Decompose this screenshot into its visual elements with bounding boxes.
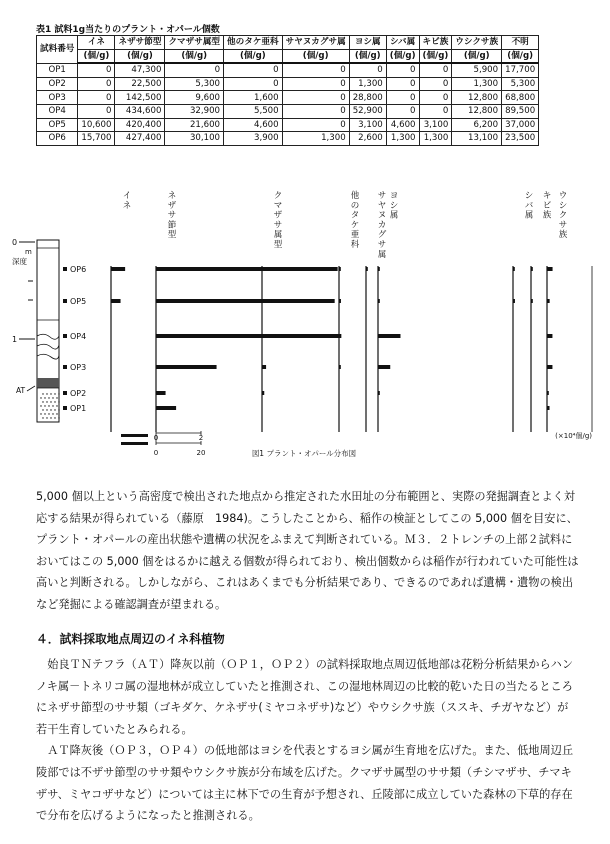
strata-dot [50,401,51,402]
text-line: 5,000 個以上という高密度で検出された地点から推定された水田址の分布範囲と、実際の発掘調査とよく対 [36,490,576,503]
data-bar [262,299,271,303]
text-line: おいてはこの 5,000 個をはるかに越える個数が得られており、検出個数からは稲作が行われていた可能性は [36,554,579,568]
category-label [351,190,360,250]
count-cell: 0 [386,63,419,77]
sample-id-cell: OP4 [37,104,78,118]
category-label-char: サ [377,191,387,201]
sample-marker [63,299,67,303]
plant-opal-table [36,35,539,146]
count-cell: 0 [165,63,224,77]
category-label-char: ク [273,191,283,201]
strata-dot [50,409,51,410]
count-cell: 0 [78,77,115,91]
category-label-char: ヌ [377,210,387,221]
count-cell: 0 [419,104,452,118]
column-header: クマザサ属型 [165,36,224,50]
category-label-char: ヨ [389,191,399,201]
text-line: 若干生育していたとみられる。 [36,722,193,736]
table-row [37,118,539,132]
count-cell: 1,300 [452,77,502,91]
category-label-char: サ [377,240,387,250]
category-label-char: 属 [377,249,387,260]
strata-dot [58,409,59,410]
count-cell: 52,900 [349,104,386,118]
count-cell: 15,700 [78,132,115,146]
category-label-char: 科 [350,240,360,250]
strata-dot [44,397,45,398]
strata-dot [54,417,55,418]
sample-marker [63,406,67,410]
data-bar [339,334,341,338]
sample-marker [63,267,67,271]
category-label-char: グ [377,230,387,241]
category-label [123,191,132,211]
column-header: ウシクサ族 [452,36,502,50]
sample-marker [63,365,67,369]
data-bar [156,406,176,410]
data-bar [513,299,515,303]
strata-dot [48,397,49,398]
column-header: ヨシ属 [349,36,386,50]
data-bar [156,267,338,271]
data-bar [262,334,276,338]
count-cell: 1,300 [282,132,349,146]
column-header: キビ族 [419,36,452,50]
sample-label: OP6 [70,265,87,274]
scale-label: 2 [198,434,204,442]
strata-at-layer [37,378,59,388]
count-cell: 3,100 [419,118,452,132]
data-bar [547,365,552,369]
count-cell: 0 [386,104,419,118]
data-bar [156,365,217,369]
column-header: イネ [78,36,115,50]
category-label-char: 族 [542,210,552,221]
data-bar [531,299,533,303]
strata-dot [52,397,53,398]
category-label [168,191,177,240]
data-bar [262,267,275,271]
count-cell: 5,300 [502,77,539,91]
count-cell: 37,000 [502,118,539,132]
strata-dot [48,413,49,414]
column-unit: (個/g) [419,49,452,63]
strata-dot [56,405,57,406]
strata-dot [40,397,41,398]
count-cell: 23,500 [502,132,539,146]
unit-label: (×10⁴個/g) [555,432,592,440]
category-label-char: ケ [350,220,360,231]
data-bar [378,267,380,271]
column-unit: (個/g) [78,49,115,63]
text-line: 陵部では不ザサ節型のササ類やウシクサ族が分布域を広げた。クマザサ属型のササ類（チシマザサ、チマキ [36,765,572,779]
data-bar [339,299,341,303]
category-label-char: サ [167,210,177,221]
count-cell: 13,100 [452,132,502,146]
column-header: 他のタケ亜科 [224,36,283,50]
category-label-char: ウ [558,191,568,201]
category-label-char: ネ [122,200,132,211]
text-line: で分布を広げるようになったと推測される。 [36,809,260,823]
category-label-char: 属 [524,210,534,221]
column-unit: (個/g) [452,49,502,63]
category-label-char: シ [389,200,399,211]
text-line: ノキ属－トネリコ属の湿地林が成立していたと推測され、この湿地林周辺の比較的乾いた日の当たるところ [36,679,573,693]
count-cell: 142,500 [115,91,165,105]
section-heading: ４．試料採取地点周辺のイネ科植物 [36,632,225,646]
count-cell: 434,600 [115,104,165,118]
column-unit: (個/g) [349,49,386,63]
scale-label: 0 [153,449,159,457]
count-cell: 427,400 [115,132,165,146]
strata-dot [58,393,59,394]
count-cell: 0 [78,104,115,118]
count-cell: 30,100 [165,132,224,146]
strata-dot [46,401,47,402]
strata-dot [42,401,43,402]
strata-dot [40,405,41,406]
category-label-char: イ [122,191,132,201]
count-cell: 17,700 [502,63,539,77]
text-line: 応する結果が得られている（藤原 1984)。こうしたことから、稲作の検証としてこの 5,000 個を目安に、 [36,511,578,525]
sample-marker [63,334,67,338]
category-label-char: の [350,200,360,211]
category-label-char: 属 [273,230,283,241]
scale-label: 20 [196,449,206,457]
text-line: など発掘による確認調査が望まれる。 [36,597,227,611]
count-cell: 3,900 [224,132,283,146]
count-cell: 1,300 [386,132,419,146]
count-cell: 1,300 [419,132,452,146]
strata-at-label: AT [16,386,26,395]
depth-unit-label: m [25,248,32,256]
count-cell: 0 [224,63,283,77]
strata-dot [44,413,45,414]
strata-dot [46,417,47,418]
count-cell: 0 [419,63,452,77]
strata-at-leader [27,386,35,391]
category-label-char: 属 [389,210,399,221]
category-label-char: ビ [542,200,552,211]
count-cell: 1,600 [224,91,283,105]
sample-id-cell: OP5 [37,118,78,132]
category-label-char: カ [377,220,387,231]
scale-bar [121,442,148,445]
sample-id-cell: OP1 [37,63,78,77]
strata-dot [46,393,47,394]
category-label-char: 型 [167,230,177,241]
strata-dot [56,413,57,414]
data-bar [378,365,390,369]
count-cell: 68,800 [502,91,539,105]
count-cell: 3,100 [349,118,386,132]
strata-dot [50,393,51,394]
column-unit: (個/g) [224,49,283,63]
table-row [37,132,539,146]
data-bar [262,391,264,395]
table-caption: 表1 試料1g当たりのプラント・オパール個数 [36,25,220,35]
sample-id-cell: OP3 [37,91,78,105]
figure-caption: 図1 プラント・オパール分布図 [251,449,357,458]
count-cell: 1,300 [349,77,386,91]
strata-dot [46,409,47,410]
strata-dot [58,401,59,402]
data-bar [339,365,341,369]
count-cell: 12,800 [452,91,502,105]
category-label-char: タ [350,210,360,221]
category-label-char: ザ [167,200,177,211]
data-bar [547,267,553,271]
table-row [37,77,539,91]
sample-label: OP2 [70,389,87,398]
count-cell: 32,900 [165,104,224,118]
table-body [37,63,539,145]
category-label [274,191,283,250]
count-cell: 0 [78,63,115,77]
data-bar [156,391,166,395]
category-label-char: マ [273,200,283,211]
count-cell: 0 [78,91,115,105]
strata-dot [40,413,41,414]
count-cell: 0 [349,63,386,77]
count-cell: 28,800 [349,91,386,105]
paragraph-2 [36,654,592,827]
count-cell: 0 [282,104,349,118]
text-line: にネザサ節型のササ類（ゴキダケ、ケネザサ(ミヤコネザサ)など）やウシクサ族（ススキ、チガヤなど）が [36,701,569,715]
count-cell: 6,200 [452,118,502,132]
column-header: サヤヌカグサ属 [282,36,349,50]
count-cell: 9,600 [165,91,224,105]
data-bar [513,267,515,271]
count-cell: 5,500 [224,104,283,118]
count-cell: 0 [282,118,349,132]
category-label-char: 他 [350,191,360,201]
category-label [525,191,534,221]
sample-id-cell: OP6 [37,132,78,146]
strata-dot [52,405,53,406]
count-cell: 12,800 [452,104,502,118]
count-cell: 0 [419,77,452,91]
category-label-char: 型 [273,240,283,250]
data-bar [378,391,380,395]
text-line: ザサ、ミヤコザサなど）については主に林下での生育が予想され、丘陵部に成立していた森林の下草的存在 [36,787,573,801]
category-label [378,191,387,260]
data-bar [262,365,266,369]
column-header: 試料番号 [37,36,78,64]
scale-bar [121,434,148,437]
data-bar [111,267,125,271]
count-cell: 89,500 [502,104,539,118]
strata-dot [48,405,49,406]
count-cell: 5,300 [165,77,224,91]
strata-dot [50,417,51,418]
table-row [37,91,539,105]
category-label [543,191,552,221]
category-label-char: サ [558,220,568,231]
count-cell: 0 [224,77,283,91]
table-row [37,104,539,118]
column-header: 不明 [502,36,539,50]
sample-marker [63,391,67,395]
depth-tick-label: 1 [12,335,18,344]
strata-dot [54,393,55,394]
data-bar [156,334,341,338]
column-unit: (個/g) [282,49,349,63]
plant-opal-distribution-chart [0,180,610,465]
count-cell: 0 [386,91,419,105]
strata-dot [42,409,43,410]
strata-dot [54,401,55,402]
category-label-char: サ [273,220,283,231]
category-label-char: 亜 [350,230,360,241]
category-label [390,191,399,221]
data-bar [156,299,335,303]
column-unit: (個/g) [165,49,224,63]
text-line: プラント・オパールの産出状態や遺構の状況をふまえて判断されている。Ｍ３．２トレンチの上部２試料に [36,533,573,547]
column-header: シバ属 [386,36,419,50]
category-label-char: 節 [167,220,177,231]
count-cell: 0 [282,77,349,91]
strata-dot [56,397,57,398]
category-label-char: 族 [558,230,568,241]
strata-dot [42,393,43,394]
depth-axis-label: 深度 [12,257,27,266]
sample-label: OP1 [70,404,87,413]
column-unit: (個/g) [386,49,419,63]
strata-dot [44,405,45,406]
scale-label: 0 [153,434,159,442]
data-bar [378,299,380,303]
data-bar [339,267,341,271]
data-bar [547,391,549,395]
count-cell: 4,600 [386,118,419,132]
count-cell: 2,600 [349,132,386,146]
count-cell: 420,400 [115,118,165,132]
paragraph-1 [36,486,592,616]
column-header: ネザサ節型 [115,36,165,50]
sample-id-cell: OP2 [37,77,78,91]
category-label-char: ヤ [377,200,387,211]
column-unit: (個/g) [115,49,165,63]
text-line: 始良ＴＮテフラ（ＡＴ）降灰以前（ＯＰ１，ＯＰ２）の試料採取地点周辺低地部は花粉分析結果からハン [36,658,574,671]
category-label-char: ク [558,210,568,221]
data-bar [111,299,121,303]
count-cell: 0 [282,91,349,105]
strata-dot [42,417,43,418]
data-bar [378,334,400,338]
strata-dot [52,413,53,414]
data-bar [547,299,550,303]
count-cell: 47,300 [115,63,165,77]
data-bar [547,334,552,338]
strata-dot [58,417,59,418]
data-bar [547,406,550,410]
count-cell: 22,500 [115,77,165,91]
category-label [559,191,568,240]
category-label-char: ネ [167,191,177,201]
count-cell: 0 [386,77,419,91]
strata-dot [54,409,55,410]
column-unit: (個/g) [502,49,539,63]
text-line: ＡＴ降灰後（ＯＰ３，ＯＰ４）の低地部はヨシを代表とするヨシ属が生育地を広げた。また、低地周辺丘 [36,744,574,758]
category-label-char: キ [542,191,552,201]
sample-label: OP4 [70,332,87,341]
data-bar [366,267,368,271]
category-label-char: シ [524,191,534,201]
table-unit-row [37,49,539,63]
count-cell: 4,600 [224,118,283,132]
table-header-row [37,36,539,50]
text-line: 高いと判断される。しかしながら、これはあくまでも分析結果であり、できるのであれば遺構・遺物の検出 [36,576,574,590]
data-bar [531,267,533,271]
depth-tick-label: 0 [12,238,18,247]
category-label-char: シ [558,200,568,211]
sample-label: OP5 [70,297,87,306]
table-row [37,63,539,77]
sample-label: OP3 [70,363,87,372]
count-cell: 0 [282,63,349,77]
count-cell: 5,900 [452,63,502,77]
count-cell: 21,600 [165,118,224,132]
count-cell: 10,600 [78,118,115,132]
strata-column [37,240,59,422]
category-label-char: ザ [273,210,283,221]
count-cell: 0 [419,91,452,105]
category-label-char: バ [524,200,534,211]
